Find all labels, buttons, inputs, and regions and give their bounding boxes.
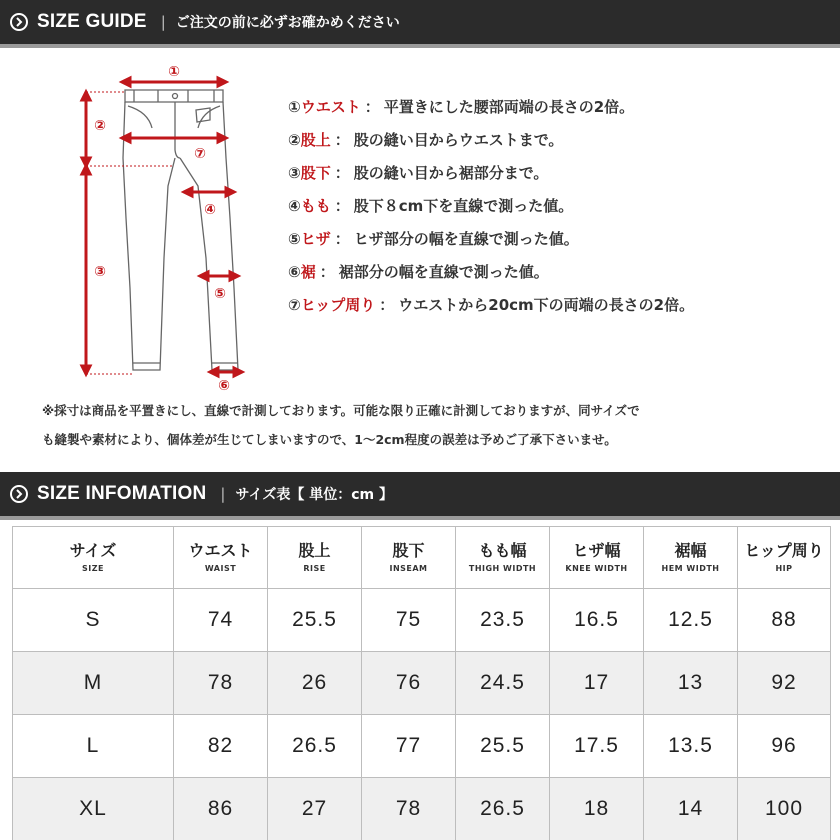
column-header-jp: 裾幅 xyxy=(674,541,707,560)
table-cell: 18 xyxy=(550,778,644,840)
table-cell: 26.5 xyxy=(268,715,362,778)
size-info-header xyxy=(0,472,840,516)
column-header xyxy=(268,527,362,589)
size-info-title: SIZE INFOMATION xyxy=(37,483,207,504)
table-row xyxy=(13,652,831,715)
legend-colon: ： xyxy=(334,197,350,215)
table-cell: 26.5 xyxy=(456,778,550,840)
legend-desc: 裾部分の幅を直線で測った値。 xyxy=(338,263,549,281)
legend-key: 股上 xyxy=(300,131,331,149)
marker-4: ④ xyxy=(204,202,216,218)
table-cell: 82 xyxy=(174,715,268,778)
pants-measurement-diagram xyxy=(60,58,260,398)
table-cell: 76 xyxy=(362,652,456,715)
legend-key: ウエスト xyxy=(300,98,361,116)
column-header-jp: ヒザ幅 xyxy=(572,541,621,560)
table-cell: 77 xyxy=(362,715,456,778)
column-header-en: INSEAM xyxy=(389,564,428,573)
table-cell: 88 xyxy=(738,589,831,652)
table-cell: 100 xyxy=(738,778,831,840)
table-cell: 12.5 xyxy=(644,589,738,652)
legend-number: ③ xyxy=(288,163,301,182)
legend-number: ① xyxy=(288,97,301,116)
column-header-en: HEM WIDTH xyxy=(661,564,720,573)
legend-desc: 股下８cm下を直線で測った値。 xyxy=(353,197,574,215)
table-header-row xyxy=(13,527,831,589)
legend-colon: ： xyxy=(334,230,350,248)
header-separator: | xyxy=(220,485,226,503)
legend-key: 裾 xyxy=(300,263,316,281)
size-info-subtitle: サイズ表【 単位：cm 】 xyxy=(235,487,393,503)
measurement-legend xyxy=(288,90,694,321)
column-header-jp: 股上 xyxy=(298,541,331,560)
column-header xyxy=(550,527,644,589)
size-guide-title: SIZE GUIDE xyxy=(37,11,147,32)
column-header-en: RISE xyxy=(303,564,326,573)
legend-key: もも xyxy=(300,197,331,215)
legend-colon: ： xyxy=(364,98,380,116)
size-cell: M xyxy=(13,652,174,715)
size-cell: L xyxy=(13,715,174,778)
legend-desc: 股の縫い目から裾部分まで。 xyxy=(353,164,549,182)
table-cell: 75 xyxy=(362,589,456,652)
column-header-jp: ウエスト xyxy=(188,541,253,560)
column-header xyxy=(644,527,738,589)
header-separator: | xyxy=(160,13,166,31)
measurement-note xyxy=(42,396,832,454)
size-table xyxy=(12,526,831,840)
legend-desc: 平置きにした腰部両端の長さの2倍。 xyxy=(383,98,635,116)
table-cell: 92 xyxy=(738,652,831,715)
size-guide-subtitle: ご注文の前に必ずお確かめください xyxy=(175,15,400,31)
column-header-jp: ヒップ周り xyxy=(744,541,824,560)
legend-number: ② xyxy=(288,130,301,149)
table-cell: 78 xyxy=(174,652,268,715)
chevron-right-circle-icon xyxy=(10,485,28,503)
legend-number: ⑤ xyxy=(288,229,301,248)
column-header-jp: 股下 xyxy=(392,541,425,560)
table-cell: 27 xyxy=(268,778,362,840)
legend-item xyxy=(288,123,694,156)
table-cell: 26 xyxy=(268,652,362,715)
column-header xyxy=(13,527,174,589)
column-header xyxy=(174,527,268,589)
column-header-en: SIZE xyxy=(81,564,104,573)
column-header xyxy=(738,527,831,589)
legend-key: ヒップ周り xyxy=(300,296,376,314)
legend-colon: ： xyxy=(379,296,395,314)
table-cell: 17 xyxy=(550,652,644,715)
table-cell: 86 xyxy=(174,778,268,840)
legend-number: ⑥ xyxy=(288,262,301,281)
note-line-1: ※採寸は商品を平置きにし、直線で計測しております。可能な限り正確に計測しておりますが、同サイズで xyxy=(42,403,640,418)
table-cell: 13.5 xyxy=(644,715,738,778)
legend-key: 股下 xyxy=(300,164,331,182)
size-cell: S xyxy=(13,589,174,652)
legend-colon: ： xyxy=(319,263,335,281)
marker-6: ⑥ xyxy=(218,378,230,394)
note-line-2: も縫製や素材により、個体差が生じてしまいますので、1〜2cm程度の誤差は予めご了承下さいませ。 xyxy=(42,432,617,447)
table-cell: 23.5 xyxy=(456,589,550,652)
column-header xyxy=(456,527,550,589)
marker-2: ② xyxy=(94,118,106,134)
table-cell: 96 xyxy=(738,715,831,778)
marker-3: ③ xyxy=(94,264,106,280)
table-cell: 24.5 xyxy=(456,652,550,715)
table-cell: 78 xyxy=(362,778,456,840)
table-row xyxy=(13,778,831,840)
marker-7: ⑦ xyxy=(194,146,206,162)
legend-item xyxy=(288,255,694,288)
marker-1: ① xyxy=(168,64,180,80)
legend-colon: ： xyxy=(334,164,350,182)
legend-colon: ： xyxy=(334,131,350,149)
column-header-en: KNEE WIDTH xyxy=(565,564,628,573)
legend-desc: ウエストから20cm下の両端の長さの2倍。 xyxy=(398,296,695,314)
legend-number: ④ xyxy=(288,196,301,215)
size-guide-header xyxy=(0,0,840,44)
legend-key: ヒザ xyxy=(300,230,331,248)
column-header xyxy=(362,527,456,589)
table-cell: 16.5 xyxy=(550,589,644,652)
table-cell: 25.5 xyxy=(456,715,550,778)
marker-5: ⑤ xyxy=(214,286,226,302)
legend-desc: 股の縫い目からウエストまで。 xyxy=(353,131,564,149)
table-cell: 14 xyxy=(644,778,738,840)
legend-item xyxy=(288,90,694,123)
pants-illustration xyxy=(60,58,260,398)
column-header-en: WAIST xyxy=(204,564,237,573)
legend-item xyxy=(288,288,694,321)
legend-item xyxy=(288,222,694,255)
size-cell: XL xyxy=(13,778,174,840)
table-cell: 25.5 xyxy=(268,589,362,652)
chevron-right-circle-icon xyxy=(10,13,28,31)
legend-desc: ヒザ部分の幅を直線で測った値。 xyxy=(353,230,579,248)
table-cell: 13 xyxy=(644,652,738,715)
table-row xyxy=(13,715,831,778)
legend-item xyxy=(288,156,694,189)
table-cell: 17.5 xyxy=(550,715,644,778)
legend-item xyxy=(288,189,694,222)
column-header-en: THIGH WIDTH xyxy=(468,564,537,573)
table-cell: 74 xyxy=(174,589,268,652)
column-header-jp: サイズ xyxy=(69,541,117,560)
legend-number: ⑦ xyxy=(288,295,301,314)
column-header-en: HIP xyxy=(775,564,793,573)
column-header-jp: もも幅 xyxy=(478,541,527,560)
table-row xyxy=(13,589,831,652)
